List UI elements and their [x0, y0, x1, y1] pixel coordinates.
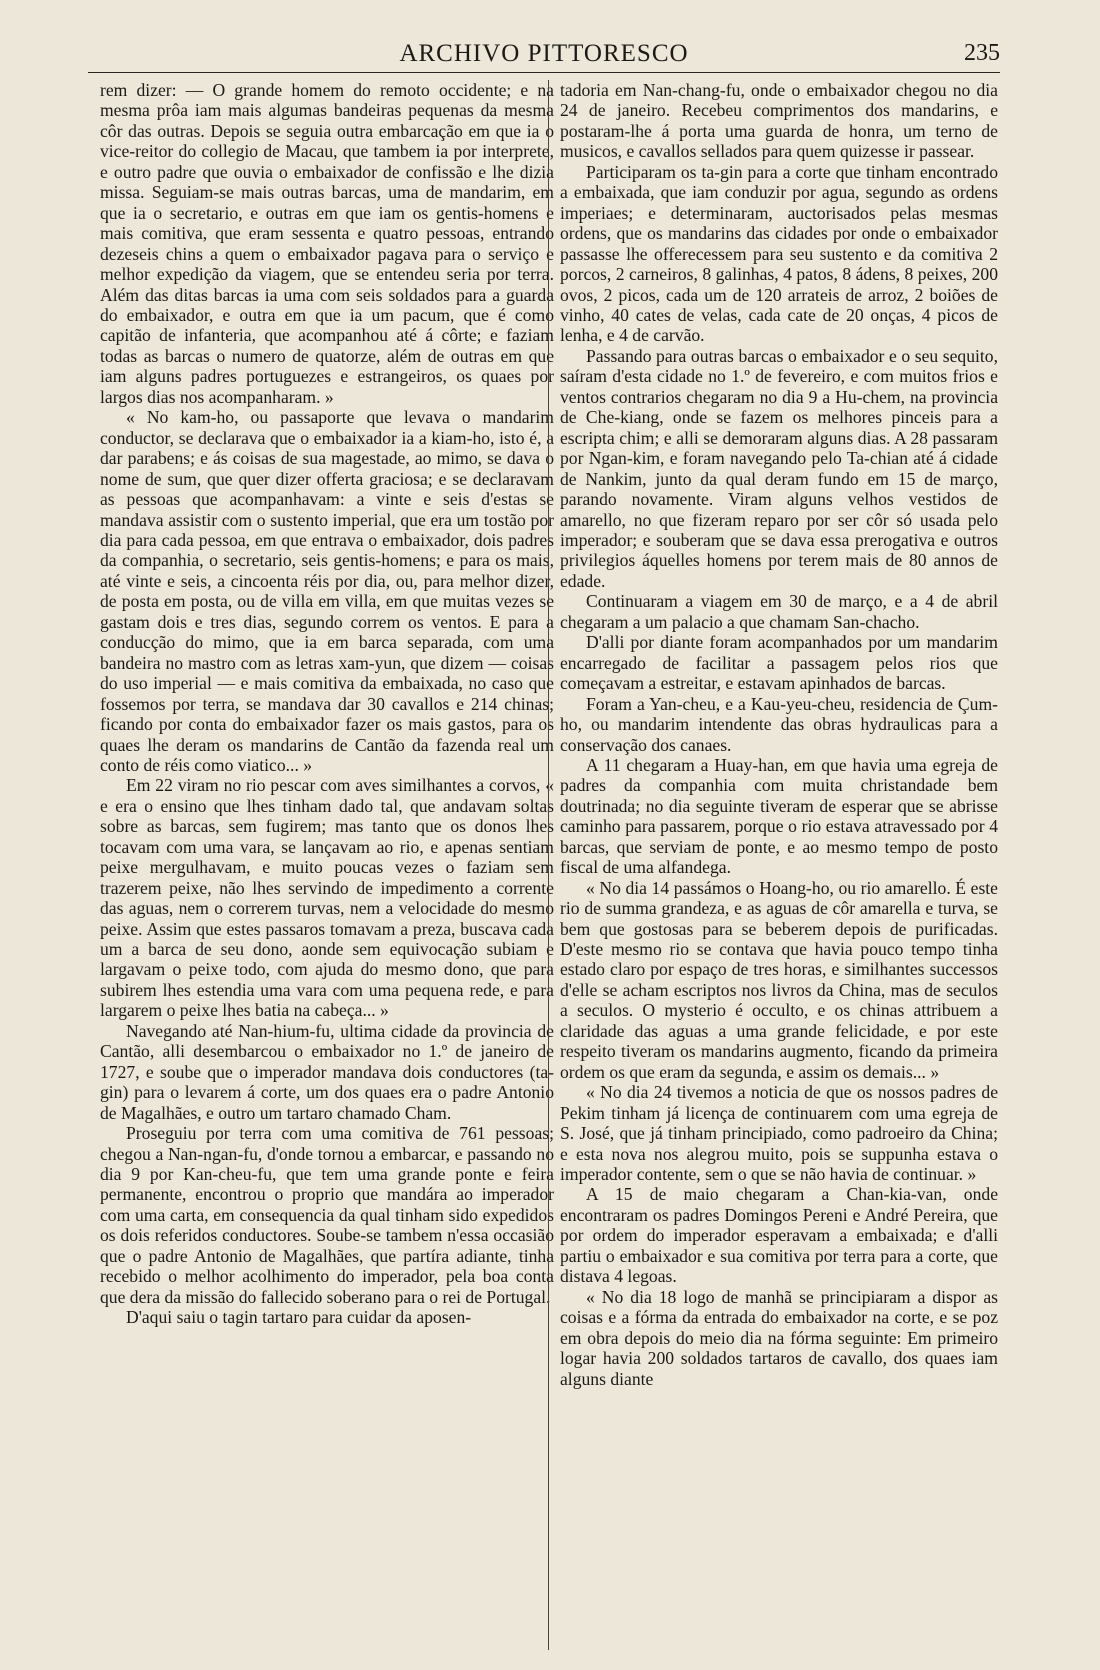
- paragraph: « No dia 18 logo de manhã se principiaram a dispor as coisas e a fórma da entrada do embaixador na corte, e se poz em obra depois do meio dia na fórma seguinte: Em primeiro logar havia 200 soldados tartaros de cavallo, dos quaes iam alguns diante: [560, 1286, 998, 1389]
- paragraph: A 11 chegaram a Huay-han, em que havia uma egreja de padres da companhia com muita christandade bem doutrinada; no dia seguinte tiveram de esperar que se abrisse caminho para passarem, porque o rio estava atravessado por 4 barcas, que serviam de ponte, e ao mesmo tempo de posto fiscal de uma alfandega.: [560, 754, 998, 878]
- right-column: [560, 80, 998, 1389]
- paragraph: Passando para outras barcas o embaixador e o seu sequito, saíram d'esta cidade no 1.º de fevereiro, e com muitos frios e ventos contrarios chegaram no dia 9 a Hu-chem, na provincia de Che-kiang, onde se fazem os melhores pinceis para a escripta chim; e alli se demoraram alguns dias. A 28 passaram por Ngan-kim, e foram navegando pelo Ta-chian até á cidade de Nankim, junto da qual deram fundo em 15 de março, parando novamente. Viram alguns velhos vestidos de amarello, no que fizeram reparo por ser côr só usada pelo imperador; e souberam que se dava essa prerogativa e outros privilegios áquelles homens por terem mais de 80 annos de edade.: [560, 345, 998, 591]
- paragraph: « No kam-ho, ou passaporte que levava o mandarim conductor, se declarava que o embaixador ia a kiam-ho, isto é, a dar parabens; e ás coisas de sua magestade, ao mimo, se dava o nome de sum, que quer dizer offerta graciosa; e se declaravam as pessoas que acompanhavam: a vinte e seis d'estas se mandava assistir com o sustento imperial, que era um tostão por dia para cada pessoa, em que entrava o embaixador, dois padres da companhia, o secretario, seis gentis-homens; e para os mais, até vinte e seis, a cincoenta réis por dia, ou, para melhor dizer, de posta em posta, ou de villa em villa, em que muitas vezes se gastam dois e tres dias, segundo correm os ventos. E para a conducção do mimo, que ia em barca separada, com uma bandeira no mastro com as letras xam-yun, que dizem — coisas do uso imperial — e mais comitiva da embaixada, no caso que fossemos por terra, se mandava dar 30 cavallos e 214 chinas; ficando por conta do embaixador fazer os mais gastos, para os quaes lhe deram os mandarins de Cantão da fazenda real um conto de réis como viatico... »: [100, 407, 554, 775]
- paragraph: D'alli por diante foram acompanhados por um mandarim encarregado de facilitar a passagem pelos rios que começavam a estreitar, e estavam apinhados de barcas.: [560, 632, 998, 694]
- paragraph: D'aqui saiu o tagin tartaro para cuidar da aposen-: [126, 1307, 472, 1328]
- paragraph: Participaram os ta-gin para a corte que tinham encontrado a embaixada, que iam conduzir por agua, segundo as ordens imperiaes; e determinaram, auctorisados pelas mesmas ordens, que os mandarins das cidades por onde o embaixador passasse lhe offerecessem para seu sustento e da comitiva 2 porcos, 2 carneiros, 8 galinhas, 4 patos, 8 ádens, 8 peixes, 200 ovos, 2 picos, cada um de 120 arrateis de arroz, 2 boiões de vinho, 40 cates de velas, cada cate de 20 onças, 4 picos de lenha, e 4 de carvão.: [560, 161, 998, 346]
- paragraph: « No dia 24 tivemos a noticia de que os nossos padres de Pekim tinham já licença de continuarem com uma egreja de S. José, que já tinham principiado, como padroeiro da China; e esta nova nos alegrou muito, pois se suppunha estava o imperador contente, sem o que se não havia de continuar. »: [560, 1082, 998, 1185]
- paragraph: A 15 de maio chegaram a Chan-kia-van, onde encontraram os padres Domingos Pereni e André Pereira, que por ordem do imperador esperavam a embaixada; e d'alli partiu o embaixador e sua comitiva por terra para a corte, que distava 4 legoas.: [560, 1184, 998, 1287]
- paragraph: rem dizer: — O grande homem do remoto occidente; e na mesma prôa iam mais algumas bandeiras pequenas da mesma côr das outras. Depois se seguia outra embarcação em que ia o vice-reitor do collegio de Macau, que tambem ia por interprete, e outro padre que ouvia o embaixador de confissão e lhe dizia missa. Seguiam-se mais outras barcas, uma de mandarim, em que ia o secretario, e outras em que iam os gentis-homens e mais comitiva, que eram sessenta e quatro pessoas, entrando dezeseis chins a quem o embaixador pagava para o serviço e melhor expedição da viagem, que se entendeu seria por terra. Além das ditas barcas ia uma com seis soldados para a guarda do embaixador, e outra em que ia um pacum, que é como capitão de infanteria, que acompanhou até á côrte; e faziam todas as barcas o numero de quatorze, além de outras em que iam alguns padres portuguezes e estrangeiros, os quaes por largos dias nos acompanharam. »: [100, 80, 554, 407]
- publication-title: ARCHIVO PITTORESCO: [399, 40, 689, 67]
- left-column: [100, 80, 554, 1328]
- paragraph: Navegando até Nan-hium-fu, ultima cidade da provincia de Cantão, alli desembarcou o embaixador no 1.º de janeiro de 1727, e soube que o imperador mandava dois conductores (ta-gin) para o levarem á corte, um dos quaes era o padre Antonio de Magalhães, e outro um tartaro chamado Cham.: [100, 1020, 554, 1123]
- paragraph: Foram a Yan-cheu, e a Kau-yeu-cheu, residencia de Çum-ho, ou mandarim intendente das obras hydraulicas para a conservação dos canaes.: [560, 693, 998, 755]
- paragraph: Continuaram a viagem em 30 de março, e a 4 de abril chegaram a um palacio a que chamam San-chacho.: [560, 591, 998, 632]
- column-divider: [548, 80, 549, 1650]
- paragraph: Em 22 viram no rio pescar com aves similhantes a corvos, « e era o ensino que lhes tinham dado tal, que andavam soltas sobre as barcas, sem fugirem; mas tanto que os donos lhes tocavam com uma vara, se lançavam ao rio, e apenas sentiam peixe mergulhavam, e muito poucas vezes o faziam sem trazerem peixe, não lhes servindo de impedimento a corrente das aguas, nem o correrem turvas, nem a velocidade do mesmo peixe. Assim que estes passaros tomavam a preza, buscava cada um a barca de seu dono, aonde sem equivocação subiam e largavam o peixe todo, com ajuda do mesmo dono, que para subirem lhes estendia uma vara com uma pequena rede, e para largarem o peixe lhes batia na cabeça... »: [100, 775, 554, 1021]
- paragraph: tadoria em Nan-chang-fu, onde o embaixador chegou no dia 24 de janeiro. Recebeu comprimentos dos mandarins, e postaram-lhe á porta uma guarda de honra, um terno de musicos, e cavallos sellados para quem quizesse ir passear.: [560, 80, 998, 162]
- page-number: 235: [964, 40, 1000, 66]
- paragraph: « No dia 14 passámos o Hoang-ho, ou rio amarello. É este rio de summa grandeza, e as aguas de côr amarella e turva, se bem que gostosas para se beberem depois de purificadas. D'este mesmo rio se contava que havia pouco tempo tinha estado claro por espaço de tres horas, e similhantes successos d'elle se acham escriptos nos livros da China, mas de seculos a seculos. O mysterio é occulto, e os chinas attribuem a claridade das aguas a uma grande felicidade, e por este respeito tiveram os mandarins augmento, ficando da primeira ordem os que eram da segunda, e assim os demais... »: [560, 877, 998, 1082]
- running-head: [88, 36, 1000, 73]
- paragraph: Proseguiu por terra com uma comitiva de 761 pessoas; chegou a Nan-ngan-fu, d'onde tornou a embarcar, e passando no dia 9 por Kan-cheu-fu, que tem uma grande ponte e feira permanente, encontrou o proprio que mandára ao imperador com uma carta, em consequencia da qual tinham sido expedidos os dois referidos conductores. Soube-se tambem n'essa occasião que o padre Antonio de Magalhães, que partíra adiante, tinha recebido o melhor acolhimento do imperador, pela boa conta que dera da missão do fallecido soberano para o rei de Portugal.: [100, 1123, 554, 1307]
